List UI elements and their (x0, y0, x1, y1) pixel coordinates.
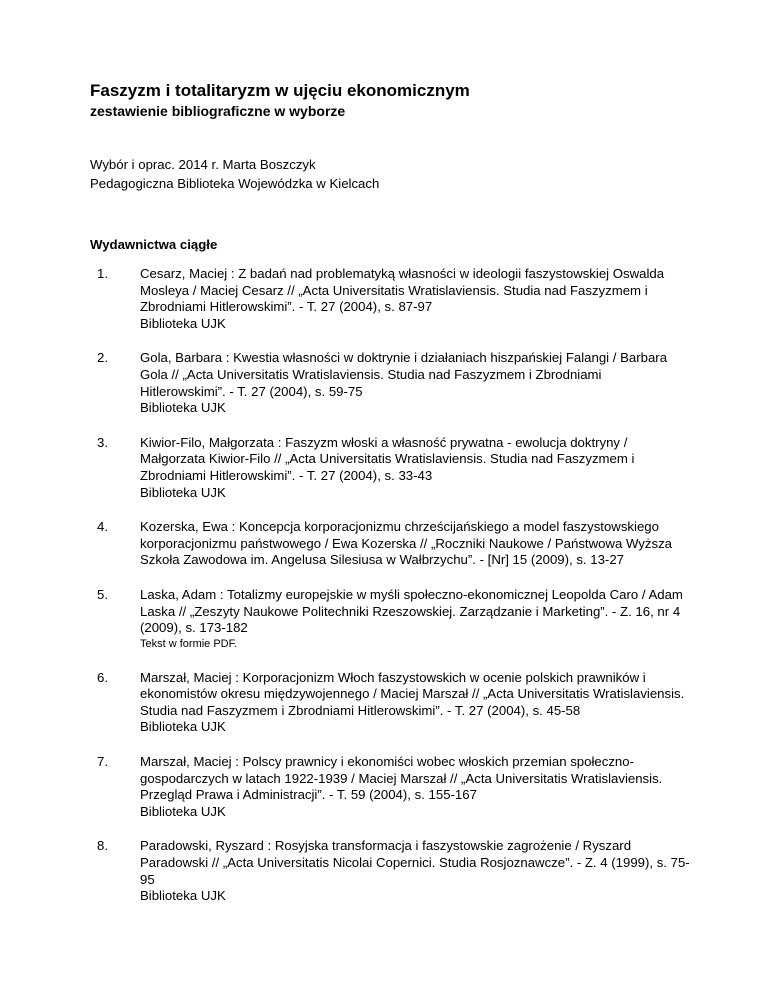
entry-number: 1. (97, 266, 108, 281)
bibliography-entry (90, 350, 690, 416)
entry-number: 2. (97, 350, 108, 366)
bibliography-entry (90, 670, 690, 736)
entry-number: 7. (97, 754, 108, 770)
document-meta (90, 156, 690, 193)
entry-location: Biblioteka UJK (140, 803, 226, 819)
section-heading: Wydawnictwa ciągłe (90, 237, 218, 252)
bibliography-entry (90, 754, 690, 820)
entry-text: Paradowski, Ryszard : Rosyjska transformacja i faszystowskie zagrożenie / Ryszard Paradowski // „Acta Universitatis Nicolai Copernici. Studia Rosjoznawcze”. - Z. 4 (1999), s. 75-95 (140, 838, 690, 887)
document-title: Faszyzm i totalitaryzm w ujęciu ekonomicznym (90, 81, 470, 100)
entry-text: Kiwior-Filo, Małgorzata : Faszyzm włoski a własność prywatna - ewolucja doktryny / Małgorzata Kiwior-Filo // „Acta Universitatis Wratislaviensis. Studia nad Faszyzmem i Zbrodniami Hitlerowskimi”. - T. 27 (2004), s. 33-43 (140, 434, 635, 483)
entry-location: Biblioteka UJK (140, 719, 226, 735)
entry-number: 5. (97, 586, 108, 602)
bibliography-entry (90, 838, 690, 904)
library-name: Pedagogiczna Biblioteka Wojewódzka w Kielcach (90, 175, 380, 191)
entry-text: Laska, Adam : Totalizmy europejskie w myśli społeczno-ekonomicznej Leopolda Caro / Adam Laska // „Zeszyty Naukowe Politechniki Rzeszowskiej. Zarządzanie i Marketing”. - Z. 16, nr 4 (2009), s. 173-182 (140, 586, 683, 636)
entry-text: Gola, Barbara : Kwestia własności w doktrynie i działaniach hiszpańskiej Falangi / Barbara Gola // „Acta Universitatis Wratislaviensis. Studia nad Faszyzmem i Zbrodniami Hitlerowskimi”. - T. 27 (2004), s. 59-75 (140, 350, 668, 399)
bibliography-entry (90, 587, 690, 652)
document-page (90, 80, 690, 923)
entry-text: Marszał, Maciej : Korporacjonizm Włoch faszystowskich w ocenie polskich prawników i ekonomistów okresu międzywojennego / Maciej Marszał // „Acta Universitatis Wratislaviensis. Studia nad Faszyzmem i Zbrodniami Hitlerowskimi”. - T. 27 (2004), s. 45-58 (140, 669, 685, 718)
bibliography-list (90, 266, 690, 905)
entry-number: 6. (97, 669, 108, 685)
entry-number: 3. (97, 434, 108, 450)
compiled-by: Wybór i oprac. 2014 r. Marta Boszczyk (90, 157, 316, 172)
entry-text: Kozerska, Ewa : Koncepcja korporacjonizmu chrześcijańskiego a model faszystowskiego korporacjonizmu państwowego / Ewa Kozerska // „Roczniki Naukowe / Państwowa Wyższa Szkoła Zawodowa im. Angelusa Silesiusa w Wałbrzychu”. - [Nr] 15 (2009), s. 13-27 (140, 519, 672, 568)
entry-text: Cesarz, Maciej : Z badań nad problematyką własności w ideologii faszystowskiej Oswalda Mosleya / Maciej Cesarz // „Acta Universitatis Wratislaviensis. Studia nad Faszyzmem i Zbrodniami Hitlerowskimi”. - T. 27 (2004), s. 87-97 (140, 266, 665, 315)
document-subtitle: zestawienie bibliograficzne w wyborze (90, 103, 346, 119)
entry-note: Tekst w formie PDF. (140, 637, 238, 650)
entry-location: Biblioteka UJK (140, 315, 226, 331)
bibliography-entry (90, 519, 690, 569)
entry-location: Biblioteka UJK (140, 484, 226, 500)
entry-number: 4. (97, 519, 108, 535)
entry-location: Biblioteka UJK (140, 400, 226, 416)
entry-location: Biblioteka UJK (140, 888, 226, 904)
entry-text: Marszał, Maciej : Polscy prawnicy i ekonomiści wobec włoskich przemian społeczno-gospodarczych w latach 1922-1939 / Maciej Marszał // „Acta Universitatis Wratislaviensis. Przegląd Prawa i Administracji”. - T. 59 (2004), s. 155-167 (140, 754, 663, 803)
entry-number: 8. (97, 838, 108, 854)
bibliography-entry (90, 266, 690, 332)
bibliography-entry (90, 435, 690, 501)
